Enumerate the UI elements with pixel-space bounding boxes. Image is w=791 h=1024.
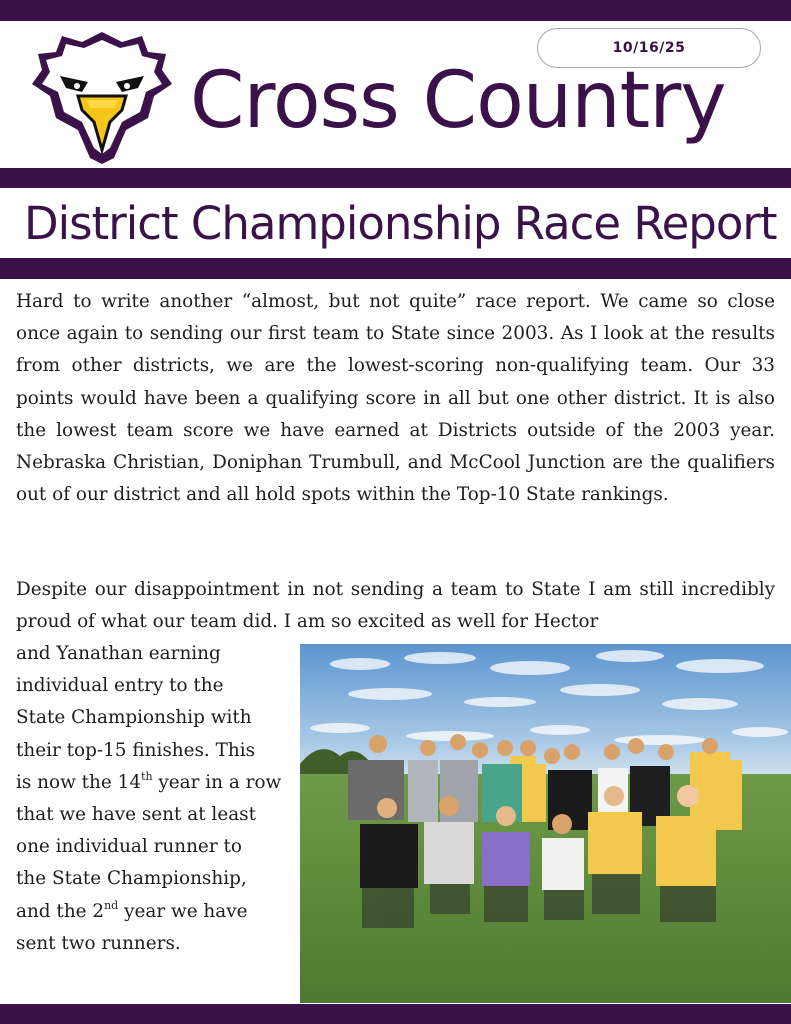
text-fragment: and the 2: [16, 900, 105, 922]
date-badge: 10/16/25: [537, 28, 761, 68]
text-line: [16, 767, 296, 799]
report-subtitle: District Championship Race Report: [24, 197, 777, 250]
paragraph-individuals: [16, 638, 296, 960]
text-line: that we have sent at least: [16, 804, 256, 826]
text-line: their top-15 finishes. This: [16, 739, 256, 761]
superscript: th: [141, 769, 153, 783]
top-band: [0, 0, 791, 21]
text-line: and Yanathan earning: [16, 643, 221, 664]
text-line: sent two runners.: [16, 932, 181, 954]
text-fragment: year we have: [118, 900, 248, 922]
text-line: individual entry to the: [16, 675, 224, 697]
team-group-photo: [300, 644, 791, 1003]
paragraph-intro: Hard to write another “almost, but not quite” race report. We came so close once again to sending our first team to State since 2003. As I look at the results from other districts, we are the lowest-scoring non-qualifying team. Our 33 points would have been a qualifying score in all but one other district. It is also the lowest team score we have earned at Districts outside of the 2003 year. Nebraska Christian, Doniphan Trumbull, and McCool Junction are the qualifiers out of our district and all hold spots within the Top-10 State rankings.: [16, 291, 775, 506]
text-line: the State Championship,: [16, 868, 247, 890]
superscript: nd: [104, 898, 119, 912]
text-fragment: is now the 14: [16, 771, 142, 793]
text-line: one individual runner to: [16, 836, 242, 858]
eagle-mascot-icon: [30, 26, 174, 164]
divider-band: [0, 168, 791, 188]
bottom-band: [0, 1004, 791, 1024]
divider-band: [0, 258, 791, 279]
page-title: Cross Country: [190, 56, 726, 146]
text-line: [16, 896, 296, 928]
text-line: State Championship with: [16, 707, 252, 729]
text-fragment: year in a row: [152, 771, 282, 793]
paragraph-pride: Despite our disappointment in not sending a team to State I am still incredibly proud of what our team did. I am so excited as well for Hector: [16, 579, 775, 633]
